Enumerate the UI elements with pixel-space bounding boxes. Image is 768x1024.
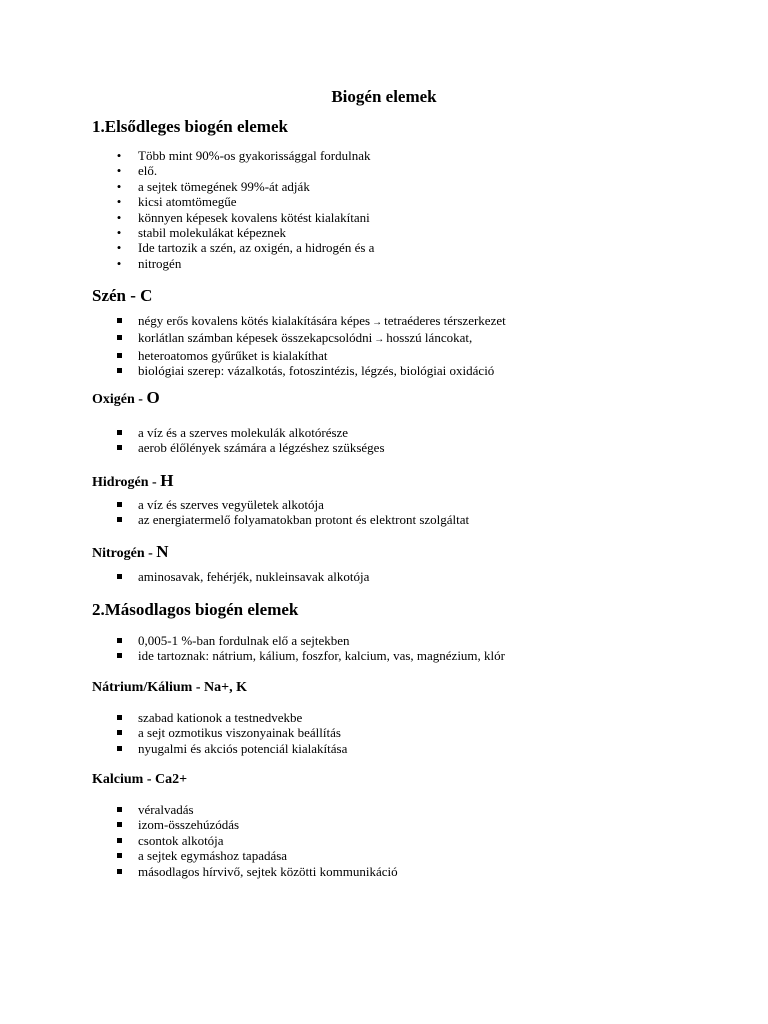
bullet-icon bbox=[113, 179, 125, 194]
bullet-icon bbox=[113, 710, 125, 725]
bullet-icon bbox=[113, 633, 125, 648]
heading-carbon: Szén - C bbox=[92, 286, 153, 305]
bullet-icon bbox=[113, 725, 125, 740]
sodium-potassium-list bbox=[0, 710, 347, 756]
list-item: az energiatermelő folyamatokban protont és elektront szolgáltat bbox=[0, 512, 469, 527]
bullet-icon bbox=[113, 363, 125, 378]
list-item: • nitrogén bbox=[0, 256, 374, 271]
bullet-icon bbox=[113, 348, 125, 363]
bullet-icon bbox=[113, 497, 125, 512]
bullet-icon bbox=[113, 313, 125, 328]
bullet-icon bbox=[113, 440, 125, 455]
list-item: biológiai szerep: vázalkotás, fotoszintézis, légzés, biológiai oxidáció bbox=[0, 363, 506, 378]
list-item: • stabil molekulákat képeznek bbox=[0, 225, 374, 240]
bullet-icon bbox=[113, 648, 125, 663]
bullet-icon bbox=[113, 256, 125, 271]
heading-secondary-elements: 2.Másodlagos biogén elemek bbox=[92, 600, 299, 619]
list-item: négy erős kovalens kötés kialakítására képes → tetraéderes térszerkezet bbox=[0, 313, 506, 330]
list-item: másodlagos hírvivő, sejtek közötti kommunikáció bbox=[0, 864, 398, 879]
list-item: a víz és a szerves molekulák alkotórésze bbox=[0, 425, 385, 440]
calcium-list bbox=[0, 802, 398, 879]
bullet-icon bbox=[113, 194, 125, 209]
list-item: csontok alkotója bbox=[0, 833, 398, 848]
bullet-icon bbox=[113, 240, 125, 255]
bullet-icon bbox=[113, 512, 125, 527]
bullet-icon bbox=[113, 817, 125, 832]
bullet-icon bbox=[113, 864, 125, 879]
bullet-icon bbox=[113, 569, 125, 584]
list-item: • kicsi atomtömegűe bbox=[0, 194, 374, 209]
list-item: véralvadás bbox=[0, 802, 398, 817]
list-item: szabad kationok a testnedvekbe bbox=[0, 710, 347, 725]
element-symbol: N bbox=[156, 542, 169, 561]
arrow-right-icon: → bbox=[374, 334, 385, 346]
bullet-icon bbox=[113, 802, 125, 817]
bullet-icon bbox=[113, 833, 125, 848]
list-item: • Ide tartozik a szén, az oxigén, a hidrogén és a bbox=[0, 240, 374, 255]
list-item: ide tartoznak: nátrium, kálium, foszfor, kalcium, vas, magnézium, klór bbox=[0, 648, 505, 663]
bullet-icon bbox=[113, 225, 125, 240]
bullet-icon bbox=[113, 163, 125, 178]
bullet-icon bbox=[113, 848, 125, 863]
bullet-icon bbox=[113, 330, 125, 345]
nitrogen-list bbox=[0, 569, 369, 584]
bullet-icon bbox=[113, 148, 125, 163]
heading-nitrogen: Nitrogén - N bbox=[92, 542, 169, 561]
secondary-elements-list bbox=[0, 633, 505, 664]
hydrogen-list bbox=[0, 497, 469, 528]
list-item: nyugalmi és akciós potenciál kialakítása bbox=[0, 741, 347, 756]
heading-hydrogen: Hidrogén - H bbox=[92, 471, 174, 490]
list-item: a víz és szerves vegyületek alkotója bbox=[0, 497, 469, 512]
bullet-icon bbox=[113, 741, 125, 756]
list-item: a sejtek egymáshoz tapadása bbox=[0, 848, 398, 863]
list-item: aerob élőlények számára a légzéshez szükséges bbox=[0, 440, 385, 455]
list-item: heteroatomos gyűrűket is kialakíthat bbox=[0, 348, 506, 363]
list-item: • elő. bbox=[0, 163, 374, 178]
heading-sodium-potassium: Nátrium/Kálium - Na+, K bbox=[92, 680, 247, 695]
list-item: • Több mint 90%-os gyakorissággal fordulnak bbox=[0, 148, 374, 163]
heading-oxygen: Oxigén - O bbox=[92, 388, 160, 407]
list-item: izom-összehúzódás bbox=[0, 817, 398, 832]
list-item: a sejt ozmotikus viszonyainak beállítás bbox=[0, 725, 347, 740]
document-title: Biogén elemek bbox=[331, 87, 437, 106]
list-item: korlátlan számban képesek összekapcsolódni → hosszú láncokat, bbox=[0, 330, 506, 347]
heading-primary-elements: 1.Elsődleges biogén elemek bbox=[92, 117, 288, 136]
bullet-icon bbox=[113, 210, 125, 225]
heading-calcium: Kalcium - Ca2+ bbox=[92, 772, 188, 787]
arrow-right-icon: → bbox=[372, 317, 383, 328]
list-item: • könnyen képesek kovalens kötést kialakítani bbox=[0, 210, 374, 225]
bullet-icon bbox=[113, 425, 125, 440]
list-item: aminosavak, fehérjék, nukleinsavak alkotója bbox=[0, 569, 369, 584]
list-item: 0,005-1 %-ban fordulnak elő a sejtekben bbox=[0, 633, 505, 648]
carbon-list bbox=[0, 313, 506, 379]
element-symbol: H bbox=[160, 471, 174, 490]
oxygen-list bbox=[0, 425, 385, 456]
element-symbol: O bbox=[146, 388, 160, 407]
primary-elements-list bbox=[0, 148, 374, 271]
list-item: • a sejtek tömegének 99%-át adják bbox=[0, 179, 374, 194]
